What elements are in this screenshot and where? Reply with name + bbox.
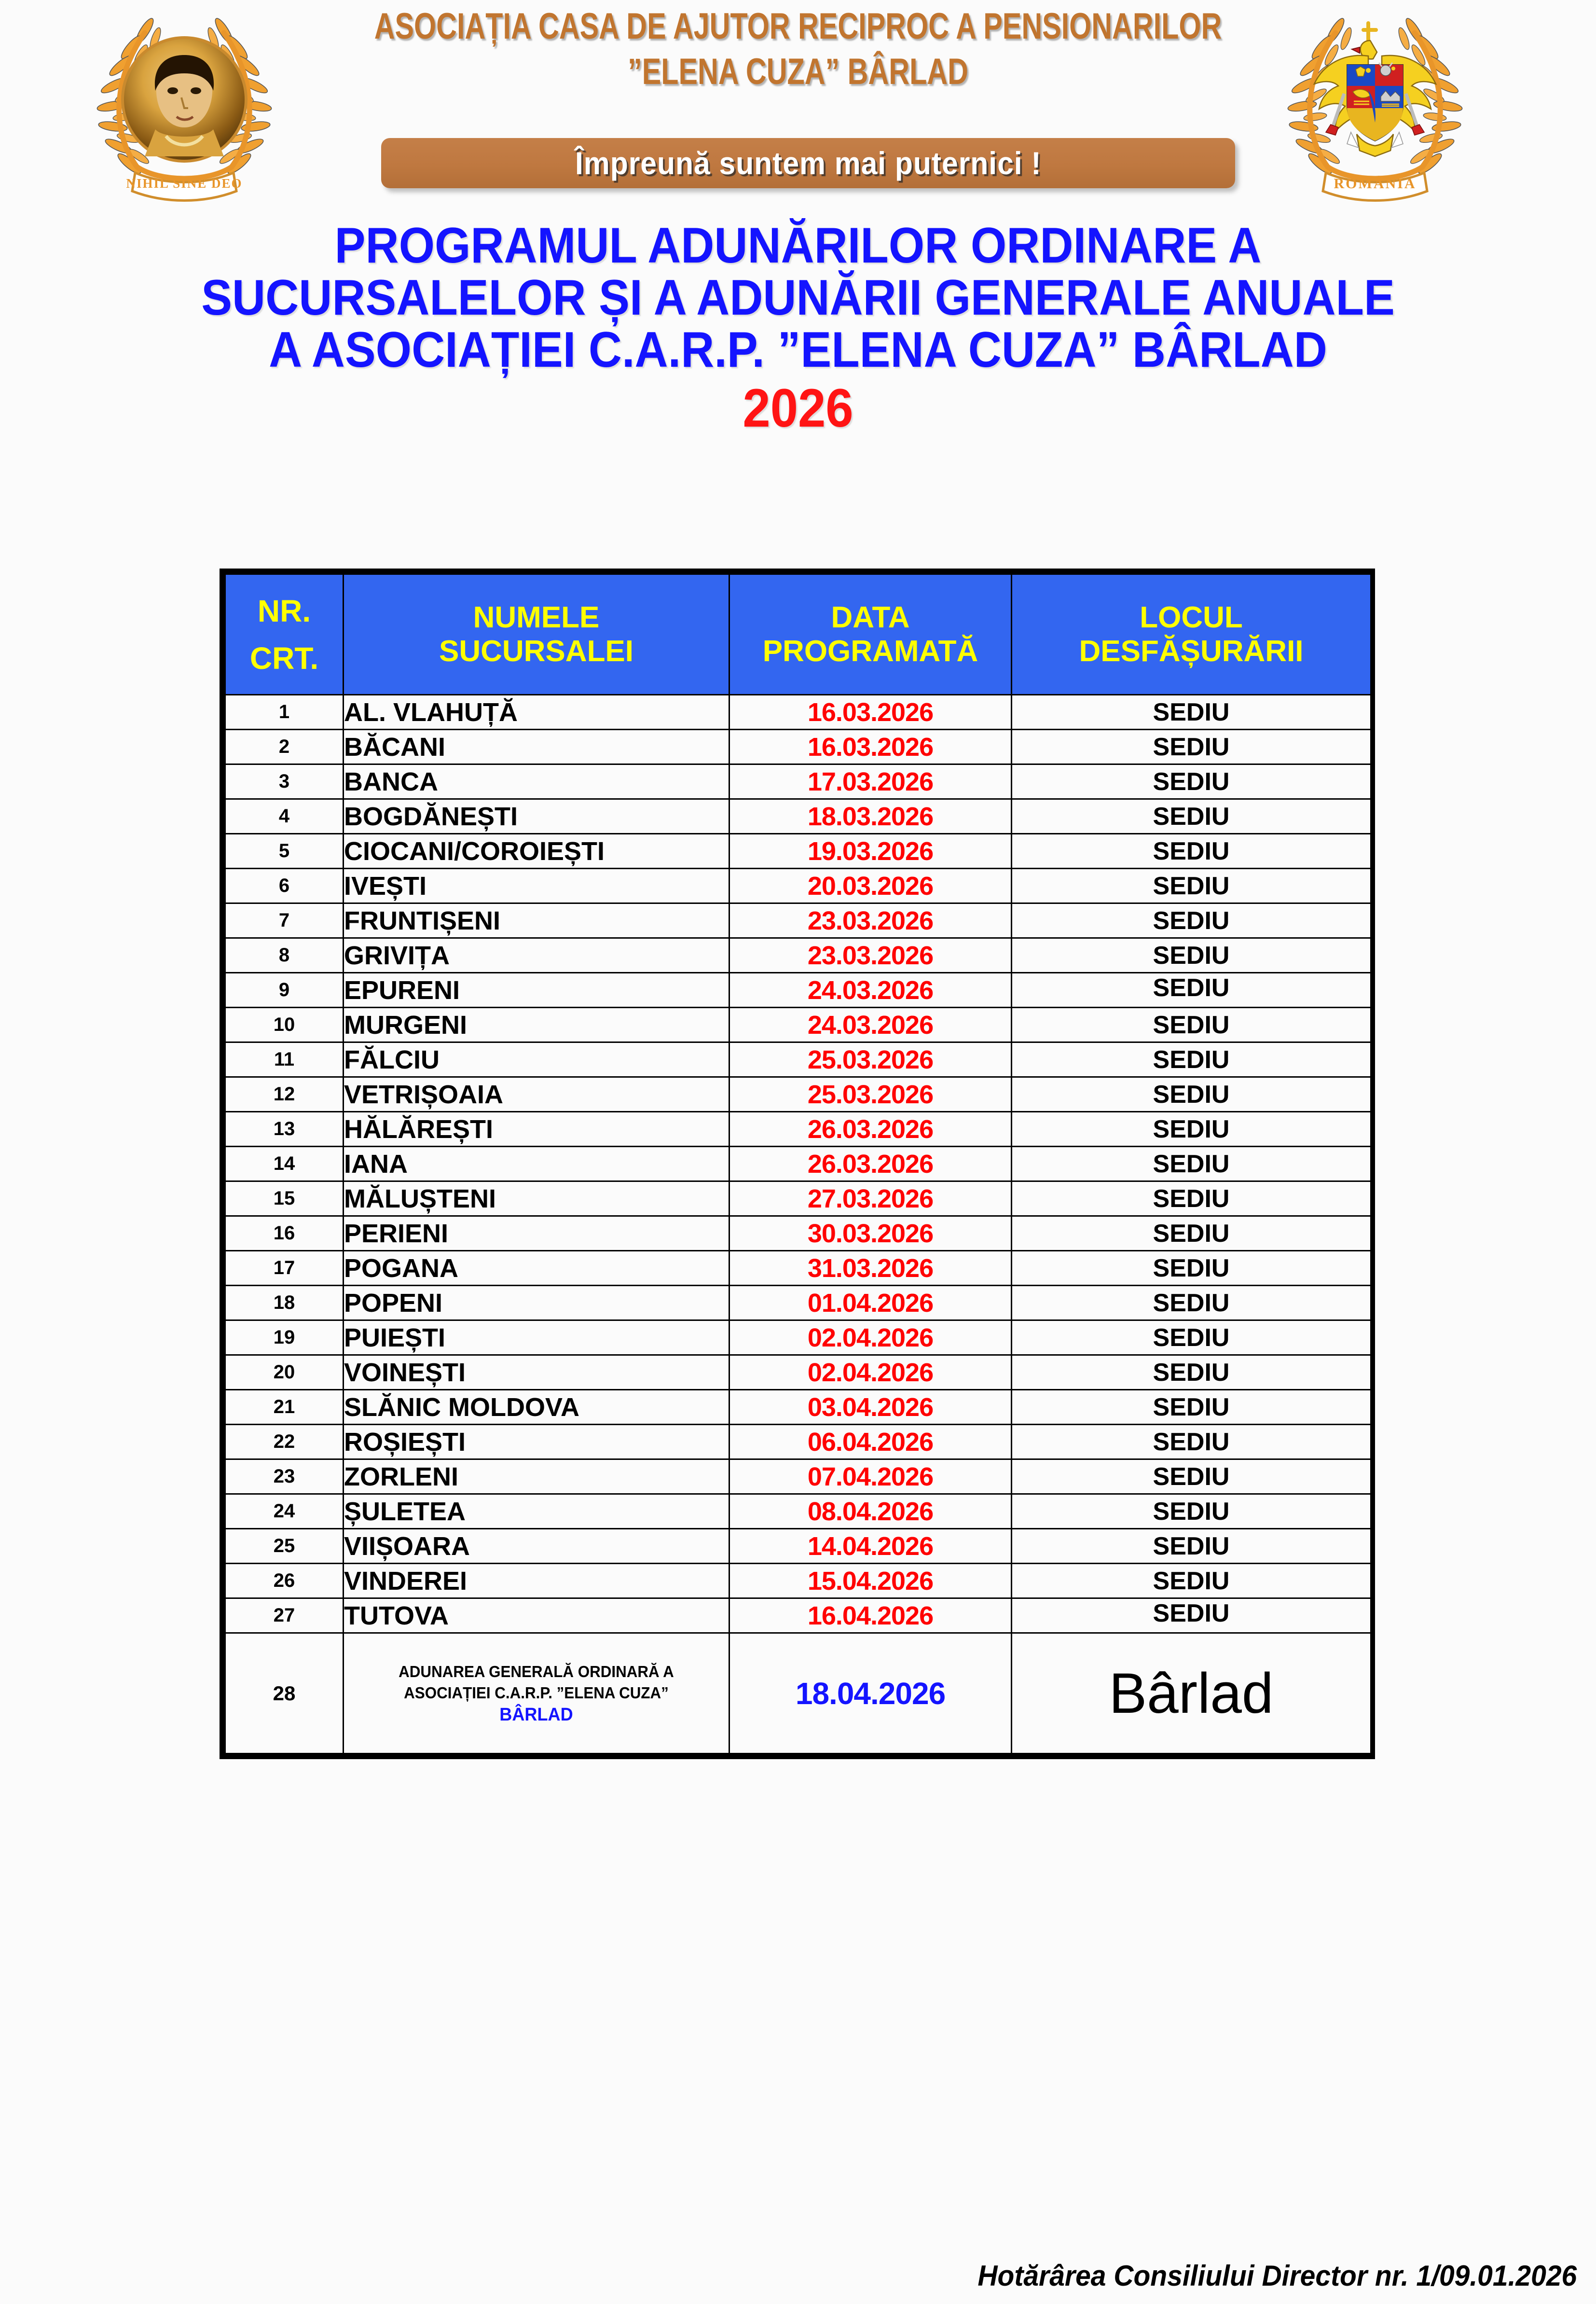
table-row (225, 903, 1371, 938)
table-row (225, 938, 1371, 973)
table-row (225, 730, 1371, 764)
cell-row-number: 9 (225, 973, 344, 1008)
cell-scheduled-date: 25.03.2026 (729, 1077, 1012, 1112)
page-title-line-3: A ASOCIAȚIEI C.A.R.P. ”ELENA CUZA” BÂRLAD (269, 322, 1327, 378)
organisation-name-line-2: ”ELENA CUZA” BÂRLAD (628, 51, 968, 92)
general-assembly-name-line-1: ADUNAREA GENERALĂ ORDINARĂ A (399, 1662, 674, 1680)
emblem-right-motto-text: ROMÂNIA (1334, 176, 1417, 192)
cell-scheduled-date: 02.04.2026 (729, 1320, 1012, 1355)
cell-row-number: 3 (225, 764, 344, 799)
page-title-line-1: PROGRAMUL ADUNĂRILOR ORDINARE A (334, 218, 1262, 274)
cell-row-number: 5 (225, 834, 344, 869)
cell-scheduled-date: 30.03.2026 (729, 1216, 1012, 1251)
table-row (225, 834, 1371, 869)
table-row (225, 695, 1371, 730)
cell-location: SEDIU (1012, 1459, 1371, 1494)
cell-row-number: 18 (225, 1286, 344, 1320)
cell-location: SEDIU (1012, 695, 1371, 730)
cell-branch-name: HĂLĂREȘTI (344, 1112, 729, 1147)
table-row (225, 1042, 1371, 1077)
cell-scheduled-date: 06.04.2026 (729, 1425, 1012, 1459)
table-row (225, 764, 1371, 799)
cell-location: SEDIU (1012, 903, 1371, 938)
footer-decision-reference: Hotărârea Consiliului Director nr. 1/09.01.2026 (977, 2260, 1577, 2292)
cell-branch-name: MĂLUȘTENI (344, 1181, 729, 1216)
schedule-table-head (225, 574, 1371, 695)
table-row (225, 1251, 1371, 1286)
schedule-table-container (220, 569, 1375, 1759)
table-row (225, 1147, 1371, 1181)
table-row-general-assembly (225, 1633, 1371, 1754)
cell-row-number: 28 (225, 1633, 344, 1754)
cell-location: SEDIU (1012, 1251, 1371, 1286)
general-assembly-name-line-3: BÂRLAD (499, 1704, 573, 1725)
cell-branch-name: GRIVIȚA (344, 938, 729, 973)
emblem-left-motto-text: NIHIL SINE DEO (126, 176, 243, 191)
cell-row-number: 17 (225, 1251, 344, 1286)
cell-branch-name: SLĂNIC MOLDOVA (344, 1390, 729, 1425)
cell-scheduled-date: 26.03.2026 (729, 1112, 1012, 1147)
cell-location: SEDIU (1012, 1598, 1371, 1633)
table-row (225, 1425, 1371, 1459)
schedule-table-body (225, 695, 1371, 1754)
cell-row-number: 26 (225, 1564, 344, 1598)
cell-branch-name: BANCA (344, 764, 729, 799)
cell-scheduled-date: 31.03.2026 (729, 1251, 1012, 1286)
table-row (225, 1564, 1371, 1598)
cell-row-number: 23 (225, 1459, 344, 1494)
cell-scheduled-date: 26.03.2026 (729, 1147, 1012, 1181)
motto-text: Împreună suntem mai puternici ! (575, 145, 1042, 181)
column-header-date-line-1: DATA (831, 600, 910, 634)
page-title (0, 220, 1596, 436)
cell-location: SEDIU (1012, 1355, 1371, 1390)
cell-branch-name: EPURENI (344, 973, 729, 1008)
table-row (225, 1355, 1371, 1390)
cell-row-number: 13 (225, 1112, 344, 1147)
cell-general-assembly-date: 18.04.2026 (729, 1633, 1012, 1754)
cell-row-number: 11 (225, 1042, 344, 1077)
cell-location: SEDIU (1012, 1320, 1371, 1355)
cell-branch-name: PUIEȘTI (344, 1320, 729, 1355)
cell-scheduled-date: 18.03.2026 (729, 799, 1012, 834)
document-header (0, 0, 1596, 208)
cell-location: SEDIU (1012, 834, 1371, 869)
column-header-nr (225, 574, 344, 695)
cell-row-number: 2 (225, 730, 344, 764)
table-row (225, 1008, 1371, 1042)
cell-location: SEDIU (1012, 1494, 1371, 1529)
cell-row-number: 16 (225, 1216, 344, 1251)
table-row (225, 799, 1371, 834)
cell-general-assembly-name (344, 1633, 729, 1754)
cell-location: SEDIU (1012, 764, 1371, 799)
column-header-nr-line-2: CRT. (249, 640, 319, 676)
cell-branch-name: ZORLENI (344, 1459, 729, 1494)
cell-row-number: 27 (225, 1598, 344, 1633)
cell-scheduled-date: 23.03.2026 (729, 903, 1012, 938)
cell-row-number: 25 (225, 1529, 344, 1564)
cell-row-number: 14 (225, 1147, 344, 1181)
cell-branch-name: IVEȘTI (344, 869, 729, 903)
schedule-table (224, 573, 1372, 1754)
cell-branch-name: FRUNTIȘENI (344, 903, 729, 938)
table-row (225, 869, 1371, 903)
table-row (225, 1529, 1371, 1564)
cell-row-number: 21 (225, 1390, 344, 1425)
cell-row-number: 1 (225, 695, 344, 730)
cell-row-number: 22 (225, 1425, 344, 1459)
cell-scheduled-date: 24.03.2026 (729, 1008, 1012, 1042)
cell-row-number: 7 (225, 903, 344, 938)
cell-location: SEDIU (1012, 1077, 1371, 1112)
table-row (225, 1459, 1371, 1494)
table-row (225, 1390, 1371, 1425)
cell-location: SEDIU (1012, 1564, 1371, 1598)
cell-branch-name: MURGENI (344, 1008, 729, 1042)
cell-branch-name: VETRIȘOAIA (344, 1077, 729, 1112)
table-row (225, 1494, 1371, 1529)
cell-branch-name: TUTOVA (344, 1598, 729, 1633)
table-row (225, 1286, 1371, 1320)
table-row (225, 1077, 1371, 1112)
cell-location: SEDIU (1012, 869, 1371, 903)
cell-scheduled-date: 14.04.2026 (729, 1529, 1012, 1564)
cell-scheduled-date: 02.04.2026 (729, 1355, 1012, 1390)
cell-branch-name: FĂLCIU (344, 1042, 729, 1077)
motto-banner (381, 138, 1235, 188)
cell-branch-name: ROȘIEȘTI (344, 1425, 729, 1459)
cell-row-number: 12 (225, 1077, 344, 1112)
cell-scheduled-date: 24.03.2026 (729, 973, 1012, 1008)
cell-location: SEDIU (1012, 1390, 1371, 1425)
cell-branch-name: VOINEȘTI (344, 1355, 729, 1390)
cell-branch-name: BOGDĂNEȘTI (344, 799, 729, 834)
cell-scheduled-date: 15.04.2026 (729, 1564, 1012, 1598)
cell-location: SEDIU (1012, 1112, 1371, 1147)
cell-branch-name: IANA (344, 1147, 729, 1181)
cell-location: SEDIU (1012, 1425, 1371, 1459)
cell-location: SEDIU (1012, 1008, 1371, 1042)
cell-branch-name: ȘULETEA (344, 1494, 729, 1529)
table-row (225, 1181, 1371, 1216)
cell-location: SEDIU (1012, 973, 1371, 1008)
column-header-date (729, 574, 1012, 695)
column-header-name-line-2: SUCURSALEI (439, 634, 634, 668)
column-header-name (344, 574, 729, 695)
organisation-name-line-1: ASOCIAȚIA CASA DE AJUTOR RECIPROC A PENSIONARILOR (374, 6, 1222, 47)
cell-branch-name: VINDEREI (344, 1564, 729, 1598)
column-header-nr-line-1: NR. (257, 593, 311, 628)
cell-branch-name: POPENI (344, 1286, 729, 1320)
cell-scheduled-date: 16.03.2026 (729, 730, 1012, 764)
cell-row-number: 4 (225, 799, 344, 834)
table-row (225, 973, 1371, 1008)
cell-scheduled-date: 19.03.2026 (729, 834, 1012, 869)
cell-location: SEDIU (1012, 1147, 1371, 1181)
column-header-date-line-2: PROGRAMATĂ (762, 634, 978, 668)
cell-location: SEDIU (1012, 938, 1371, 973)
cell-scheduled-date: 08.04.2026 (729, 1494, 1012, 1529)
cell-branch-name: CIOCANI/COROIEȘTI (344, 834, 729, 869)
cell-location: SEDIU (1012, 730, 1371, 764)
cell-scheduled-date: 25.03.2026 (729, 1042, 1012, 1077)
cell-scheduled-date: 23.03.2026 (729, 938, 1012, 973)
cell-scheduled-date: 03.04.2026 (729, 1390, 1012, 1425)
table-row (225, 1112, 1371, 1147)
general-assembly-name-line-2: ASOCIAȚIEI C.A.R.P. ”ELENA CUZA” (404, 1683, 669, 1702)
page-title-year: 2026 (743, 378, 853, 438)
table-row (225, 1598, 1371, 1633)
cell-row-number: 15 (225, 1181, 344, 1216)
cell-scheduled-date: 20.03.2026 (729, 869, 1012, 903)
table-row (225, 1216, 1371, 1251)
cell-scheduled-date: 01.04.2026 (729, 1286, 1012, 1320)
cell-scheduled-date: 27.03.2026 (729, 1181, 1012, 1216)
table-row (225, 1320, 1371, 1355)
cell-branch-name: POGANA (344, 1251, 729, 1286)
cell-row-number: 10 (225, 1008, 344, 1042)
cell-branch-name: VIIȘOARA (344, 1529, 729, 1564)
cell-location: SEDIU (1012, 1529, 1371, 1564)
cell-location: SEDIU (1012, 1181, 1371, 1216)
page-title-line-2: SUCURSALELOR ȘI A ADUNĂRII GENERALE ANUALE (201, 270, 1395, 326)
cell-scheduled-date: 16.04.2026 (729, 1598, 1012, 1633)
table-header-row (225, 574, 1371, 695)
cell-location: SEDIU (1012, 1216, 1371, 1251)
cell-location: SEDIU (1012, 1042, 1371, 1077)
cell-scheduled-date: 17.03.2026 (729, 764, 1012, 799)
cell-location: SEDIU (1012, 799, 1371, 834)
cell-scheduled-date: 16.03.2026 (729, 695, 1012, 730)
column-header-location (1012, 574, 1371, 695)
cell-row-number: 6 (225, 869, 344, 903)
cell-row-number: 20 (225, 1355, 344, 1390)
cell-branch-name: BĂCANI (344, 730, 729, 764)
cell-scheduled-date: 07.04.2026 (729, 1459, 1012, 1494)
cell-general-assembly-location: Bârlad (1012, 1633, 1371, 1754)
column-header-location-line-2: DESFĂȘURĂRII (1079, 634, 1304, 668)
cell-branch-name: PERIENI (344, 1216, 729, 1251)
cell-row-number: 19 (225, 1320, 344, 1355)
column-header-location-line-1: LOCUL (1140, 600, 1243, 634)
cell-row-number: 8 (225, 938, 344, 973)
cell-branch-name: AL. VLAHUȚĂ (344, 695, 729, 730)
cell-row-number: 24 (225, 1494, 344, 1529)
cell-location: SEDIU (1012, 1286, 1371, 1320)
column-header-name-line-1: NUMELE (473, 600, 600, 634)
